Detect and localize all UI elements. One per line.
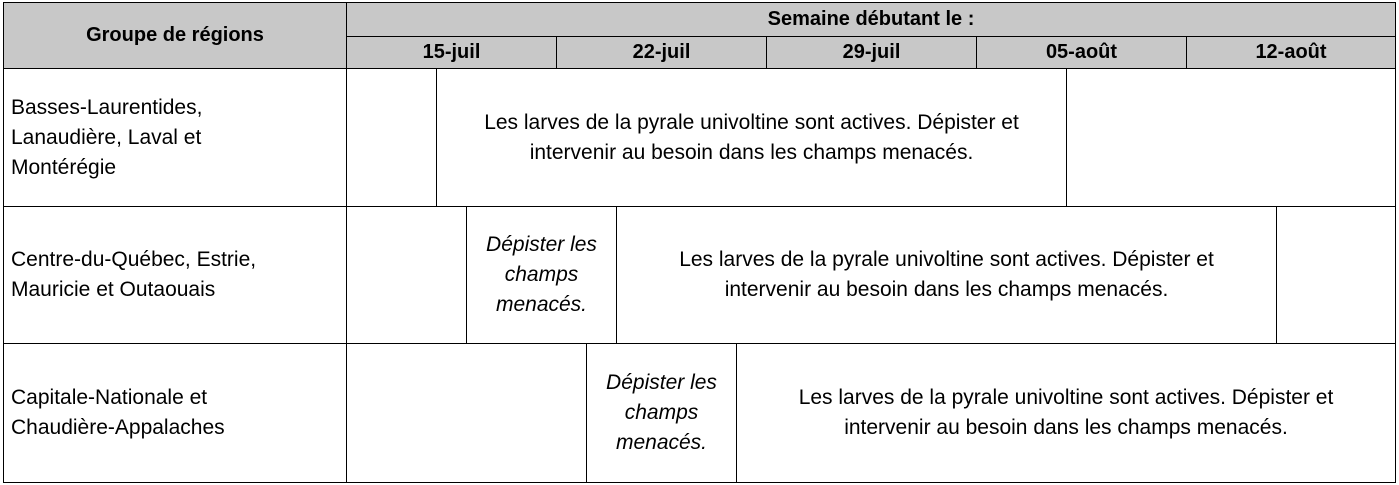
row-divider <box>3 206 1396 207</box>
table-border-bottom <box>3 482 1396 483</box>
span-divider <box>436 68 437 207</box>
span-divider <box>586 343 587 483</box>
week-label: 22-juil <box>632 41 691 63</box>
region-name: Basses-Laurentides, Lanaudière, Laval et Montérégie <box>11 95 203 179</box>
region-cell <box>4 207 346 343</box>
week-divider <box>556 36 557 69</box>
region-cell <box>4 344 346 482</box>
header-region-group-label: Groupe de régions <box>86 24 264 46</box>
week-divider <box>1186 36 1187 69</box>
week-label: 15-juil <box>422 41 481 63</box>
scouting-message-text: Dépister les champs menacés. <box>486 233 597 316</box>
header-divider <box>346 36 1396 37</box>
span-divider <box>1276 206 1277 344</box>
table-border-right <box>1395 2 1396 483</box>
table-border-left <box>3 2 4 483</box>
week-header-05-aout <box>977 37 1186 68</box>
week-header-29-juil <box>767 37 976 68</box>
activity-message <box>437 69 1066 206</box>
week-divider <box>976 36 977 69</box>
week-divider <box>766 36 767 69</box>
region-cell <box>4 69 346 206</box>
span-divider <box>736 343 737 483</box>
week-label: 29-juil <box>842 41 901 63</box>
header-week-start <box>347 3 1395 36</box>
table-border-top <box>3 2 1396 3</box>
scouting-message <box>467 207 616 343</box>
week-label: 12-août <box>1255 41 1327 63</box>
week-header-12-aout <box>1187 37 1395 68</box>
row-divider <box>3 343 1396 344</box>
activity-message <box>737 344 1395 482</box>
header-week-start-label: Semaine débutant le : <box>767 8 975 30</box>
header-region-group <box>4 3 346 68</box>
week-label: 05-août <box>1045 41 1118 63</box>
region-name: Capitale-Nationale et Chaudière-Appalaches <box>11 386 225 439</box>
span-divider <box>616 206 617 344</box>
activity-message-text: Les larves de la pyrale univoltine sont actives. Dépister et intervenir au besoin dans les champs menacés. <box>484 110 1019 164</box>
span-divider <box>1066 68 1067 207</box>
region-name: Centre-du-Québec, Estrie, Mauricie et Outaouais <box>11 248 257 301</box>
scouting-message <box>587 344 736 482</box>
scouting-message-text: Dépister les champs menacés. <box>606 371 717 454</box>
activity-message-text: Les larves de la pyrale univoltine sont actives. Dépister et intervenir au besoin dans les champs menacés. <box>798 386 1334 439</box>
row-divider <box>3 68 1396 69</box>
activity-message <box>617 207 1276 343</box>
activity-message-text: Les larves de la pyrale univoltine sont actives. Dépister et intervenir au besoin dans les champs menacés. <box>679 248 1214 301</box>
week-header-15-juil <box>347 37 556 68</box>
span-divider <box>466 206 467 344</box>
column-divider <box>346 2 347 483</box>
week-header-22-juil <box>557 37 766 68</box>
